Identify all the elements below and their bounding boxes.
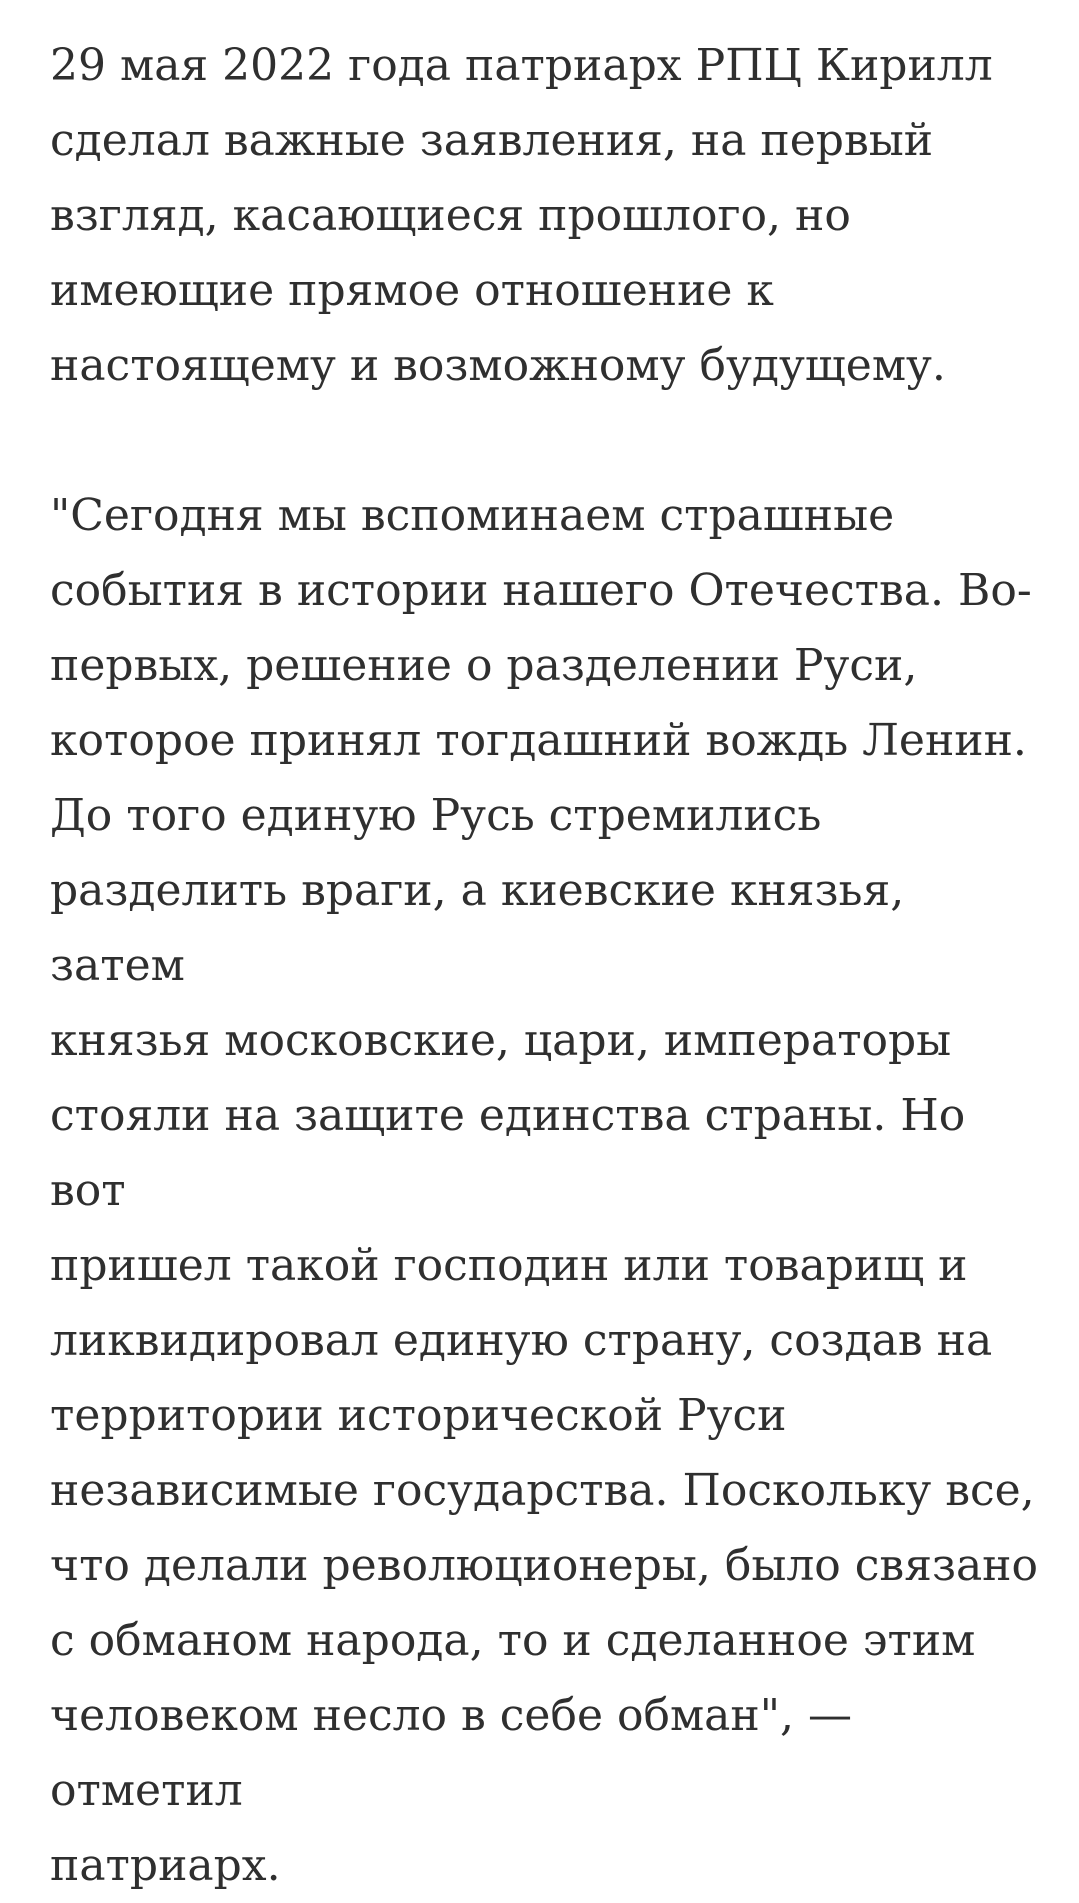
article-paragraph-intro: 29 мая 2022 года патриарх РПЦ Кирилл сделал важные заявления, на первый взгляд, касающиеся прошлого, но имеющие прямое отношение к настоящему и возможному будущему. (50, 40, 993, 391)
article-paragraph-quote: "Сегодня мы вспоминаем страшные события в истории нашего Отечества. Во- первых, решение о разделении Руси, которое принял тогдашний вождь Ленин. До того единую Русь стремились разделить враги, а киевские князья, затем князья московские, цари, императоры стояли на защите единства страны. Но вот пришел такой господин или товарищ и ликвидировал единую страну, создав на территории исторической Руси независимые государства. Поскольку все, что делали революционеры, было связано с обманом народа, то и сделанное этим человеком несло в себе обман", — отметил патриарх. (50, 490, 1039, 1891)
article-body (50, 28, 1040, 1903)
